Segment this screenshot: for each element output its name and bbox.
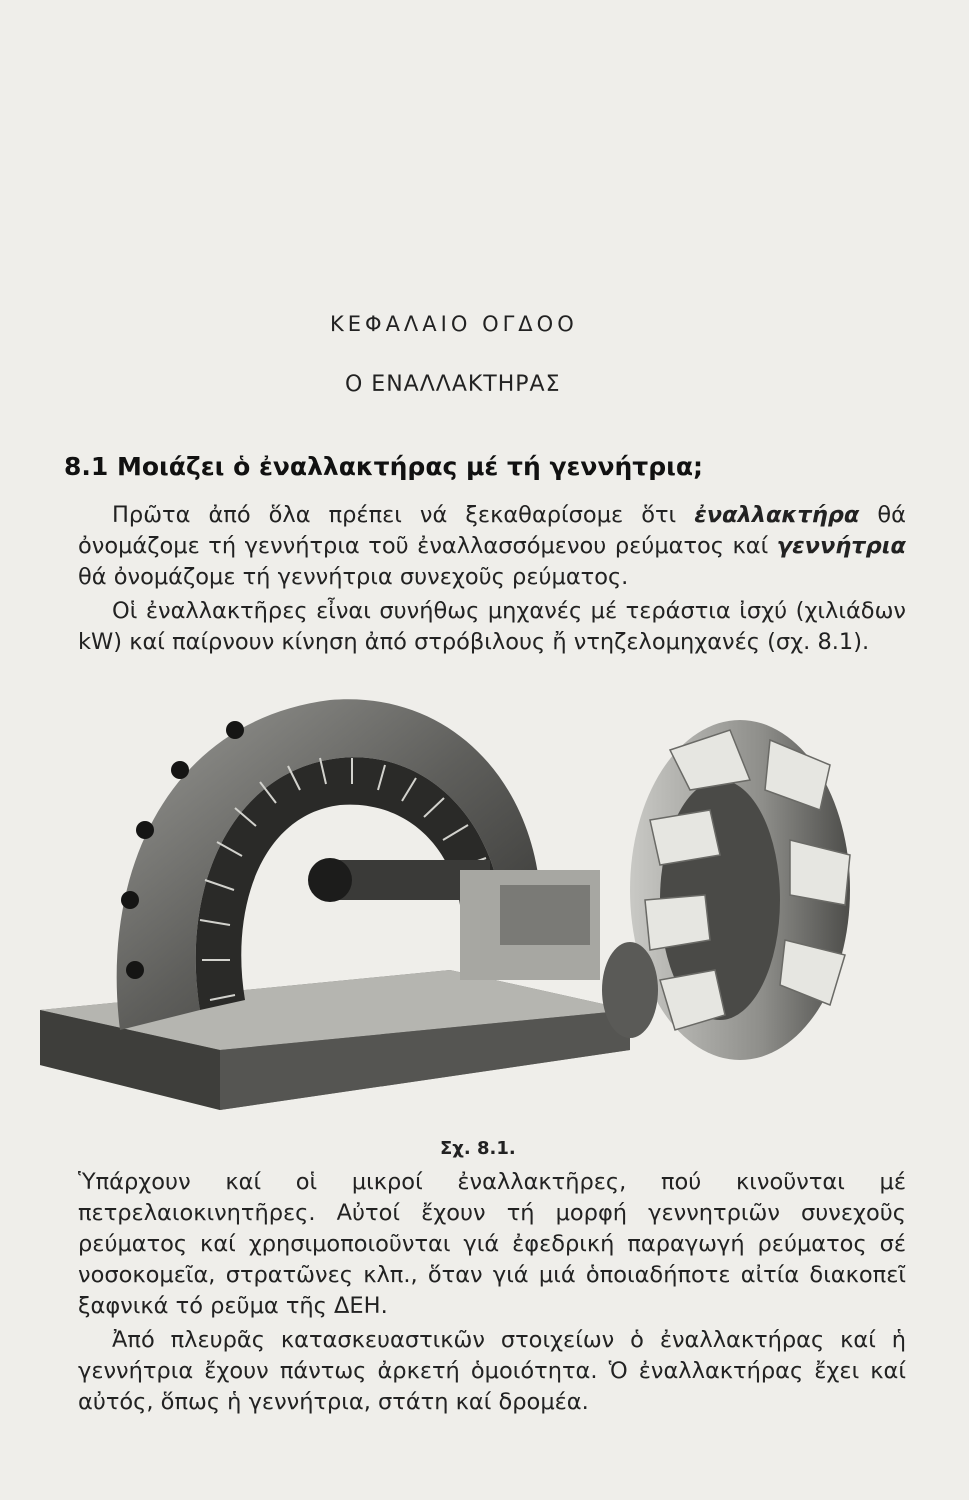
term-generator: γεννήτρια [776, 533, 906, 559]
section-heading: 8.1 Μοιάζει ὁ ἐναλλακτήρας μέ τή γεννήτρια; [64, 452, 704, 481]
p1-text-a: Πρῶτα ἀπό ὅλα πρέπει νά ξεκαθαρίσομε ὅτι [112, 502, 677, 528]
paragraph-power [78, 596, 906, 658]
p1-text-c: θά ὀνομάζομε τή γεννήτρια συνεχοῦς ρεύματος. [78, 564, 629, 590]
bleed-through-page-number [867, 48, 873, 69]
p2-text: Οἱ ἐναλλακτῆρες εἶναι συνήθως μηχανές μέ τεράστια ἰσχύ (χιλιάδων kW) καί παίρνουν κίνηση ἀπό στρόβιλους ἤ ντηζελομηχανές (σχ. 8.1). [78, 598, 906, 655]
chapter-label: ΚΕΦΑΛΑΙΟ ΟΓΔΟΟ [330, 312, 578, 336]
chapter-title: Ο ΕΝΑΛΛΑΚΤΗΡΑΣ [345, 372, 561, 397]
p4-text: Ἀπό πλευρᾶς κατασκευαστικῶν στοιχείων ὁ ἐναλλακτήρας καί ἡ γεννήτρια ἔχουν πάντως ἀρκετή ὁμοιότητα. Ὁ ἐναλλακτήρας ἔχει καί αὐτός, ὅπως ἡ γεννήτρια, στάτη καί δρομέα. [78, 1327, 906, 1415]
term-alternator: ἐναλλακτήρα [694, 502, 860, 528]
paragraph-small-alternators [78, 1167, 906, 1322]
figure-caption: Σχ. 8.1. [440, 1138, 516, 1159]
shaft-bearing [308, 858, 600, 980]
p3-text: Ὑπάρχουν καί οἱ μικροί ἐναλλακτῆρες, πού κινοῦνται μέ πετρελαιοκινητῆρες. Αὐτοί ἔχουν τή μορφή γεννητριῶν συνεχοῦς ρεύματος καί χρησιμοποιοῦνται γιά ἐφεδρική παραγωγή ρεύματος σέ νοσοκομεῖα, στρατῶνες κλπ., ὅταν γιά μιά ὁποιαδήποτε αἰτία διακοπεῖ ξαφνικά τό ρεῦμα τῆς ΔΕΗ. [78, 1169, 906, 1319]
figure-alternator-illustration [30, 670, 870, 1110]
rotor [602, 720, 850, 1060]
paragraph-construction [78, 1325, 906, 1418]
paragraph-definitions [78, 500, 906, 593]
p1-text-b: θά ὀνομάζομε τή γεννήτρια τοῦ ἐναλλασσόμενου ρεύματος καί [78, 502, 907, 559]
